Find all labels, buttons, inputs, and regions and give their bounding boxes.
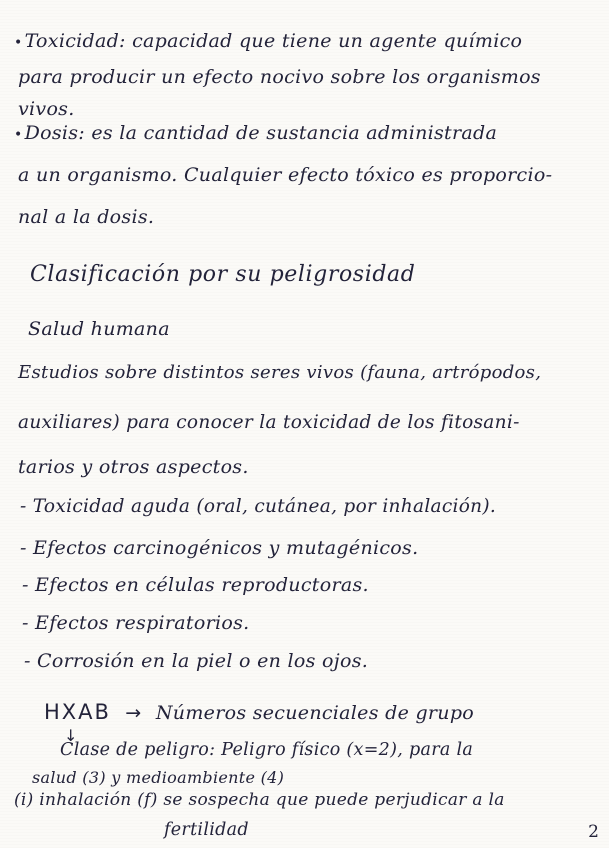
list-item: - Efectos carcinogénicos y mutagénicos.	[20, 537, 419, 559]
subheading: Salud humana	[28, 318, 170, 340]
hazard-code: HXAB	[44, 700, 111, 724]
list-item: - Toxicidad aguda (oral, cutánea, por inhalación).	[20, 496, 497, 517]
toxicidad-line-1	[14, 30, 522, 52]
toxicidad-line-3: vivos.	[18, 98, 75, 120]
final-line-2: fertilidad	[164, 820, 249, 840]
list-item: - Efectos respiratorios.	[22, 612, 250, 634]
dosis-text-1: Dosis: es la cantidad de sustancia administrada	[24, 122, 498, 144]
bullet: •	[14, 127, 23, 143]
final-line-1: (i) inhalación (f) se sospecha que puede perjudicar a la	[14, 790, 505, 810]
code-description: Números secuenciales de grupo	[155, 702, 475, 724]
page-number: 2	[588, 822, 599, 842]
paragraph-line-2: auxiliares) para conocer la toxicidad de los fitosani-	[18, 412, 520, 433]
class-line-1: Clase de peligro: Peligro físico (x=2), para la	[60, 740, 474, 760]
paragraph-line-3: tarios y otros aspectos.	[18, 456, 249, 478]
list-item: - Corrosión en la piel o en los ojos.	[24, 650, 369, 672]
paragraph-line-1: Estudios sobre distintos seres vivos (fauna, artrópodos,	[18, 362, 542, 383]
dosis-line-3: nal a la dosis.	[18, 206, 155, 228]
list-item: - Efectos en células reproductoras.	[22, 574, 369, 596]
code-line	[44, 700, 474, 724]
toxicidad-line-2: para producir un efecto nocivo sobre los organismos	[18, 66, 541, 88]
toxicidad-text-1: Toxicidad: capacidad que tiene un agente químico	[24, 30, 523, 52]
arrow-down-icon: ↓	[64, 726, 78, 745]
dosis-line-1	[14, 122, 497, 144]
section-heading: Clasificación por su peligrosidad	[30, 262, 416, 287]
class-line-2: salud (3) y medioambiente (4)	[32, 768, 285, 787]
bullet: •	[14, 35, 23, 51]
arrow-right-icon: →	[125, 702, 142, 724]
dosis-line-2: a un organismo. Cualquier efecto tóxico es proporcio-	[18, 164, 553, 186]
